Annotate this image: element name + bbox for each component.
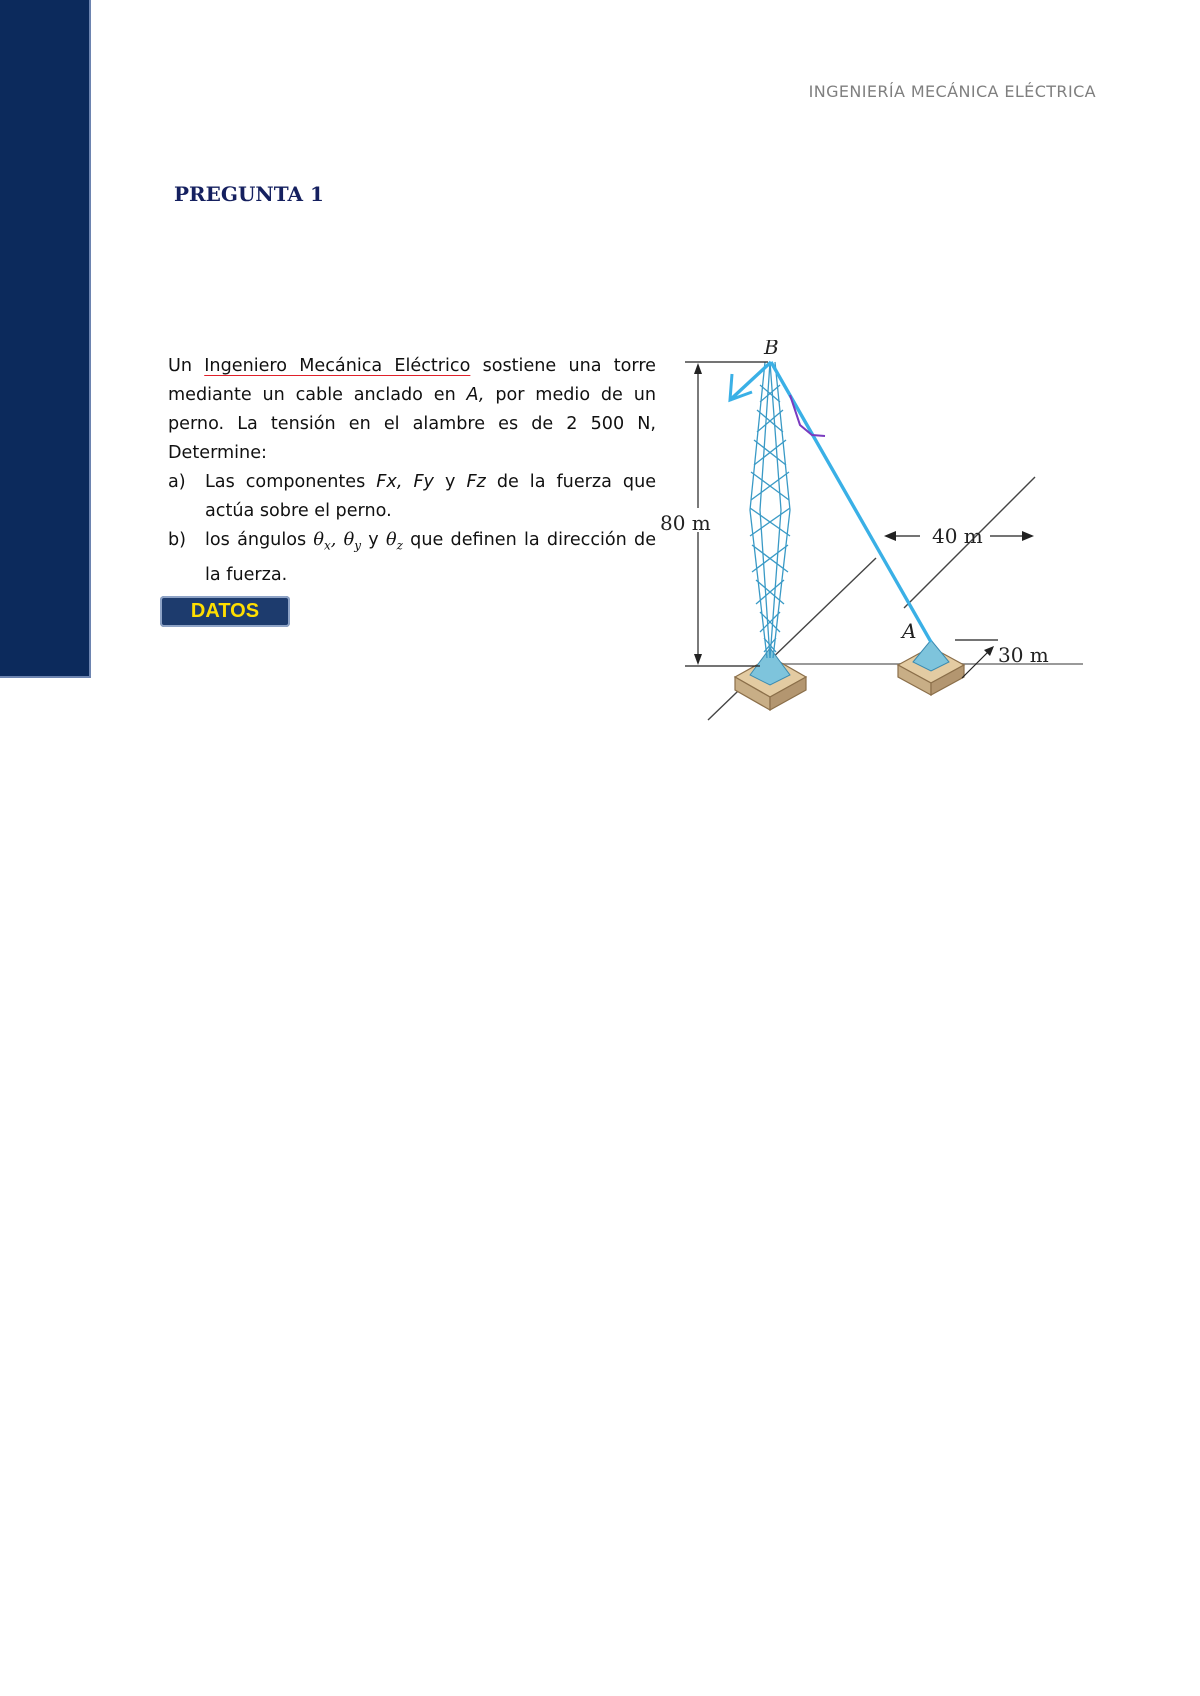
item-b-text1: los ángulos: [205, 530, 307, 550]
datos-button[interactable]: DATOS: [160, 596, 290, 627]
theta-z-sub: z: [396, 538, 403, 553]
intro-word: Un: [168, 356, 193, 376]
dim-40-arrow-right: [1022, 531, 1034, 541]
theta-x-sub: x: [324, 538, 331, 553]
intro-part1: sostiene una torre mediante un cable anclado en: [168, 356, 656, 405]
theta-x-symbol: θ: [313, 530, 324, 550]
item-b: [168, 526, 656, 590]
intro-point: A,: [466, 385, 485, 405]
theta-y: [343, 530, 362, 553]
dim-80-arrow-top: [694, 363, 702, 374]
item-a-text1: Las componentes: [205, 472, 366, 492]
item-a-y: y: [445, 472, 456, 492]
point-a-label: A: [902, 619, 917, 643]
problem-statement: [168, 352, 656, 590]
dim-width-label: 40 m: [932, 524, 983, 548]
item-a-fz: Fz: [466, 472, 486, 492]
intro-highlight: Ingeniero Mecánica Eléctrico: [204, 356, 471, 376]
side-color-bar: [0, 0, 91, 678]
theta-z-symbol: θ: [385, 530, 397, 550]
tower-cable-figure: [640, 340, 1100, 740]
theta-y-sub: y: [354, 538, 362, 553]
anchor-base: [898, 640, 964, 695]
figure-svg: [640, 340, 1100, 740]
item-b-text2: que definen la dirección de la fuerza.: [205, 530, 657, 585]
item-a-text: [205, 468, 656, 526]
dim-depth-label: 30 m: [998, 643, 1049, 667]
dim-40-arrow-left: [884, 531, 896, 541]
item-b-y: y: [368, 530, 379, 550]
theta-y-symbol: θ: [343, 530, 355, 550]
lattice-tower: [750, 362, 790, 658]
force-arrow-line: [730, 362, 771, 400]
question-title: PREGUNTA 1: [174, 182, 324, 206]
item-a-marker: a): [168, 472, 186, 492]
theta-x: $\theta_x$,: [313, 530, 337, 553]
cable-line: [771, 362, 931, 642]
intro-part2: por medio de un perno. La tensión en el alambre es de 2 500 N, Determine:: [168, 385, 656, 463]
item-b-marker: b): [168, 530, 187, 550]
item-a-text2: de la fuerza que actúa sobre el perno.: [205, 472, 657, 521]
dim-height-label: 80 m: [660, 511, 711, 535]
item-a-fx: Fx,: [376, 472, 403, 492]
point-b-label: B: [764, 340, 779, 359]
item-a-fy: Fy: [413, 472, 434, 492]
theta-z: [385, 530, 403, 553]
dim-80-arrow-bottom: [694, 654, 702, 665]
problem-intro: [168, 352, 656, 468]
item-a: [168, 468, 656, 526]
item-b-text: [205, 526, 656, 590]
page-header: INGENIERÍA MECÁNICA ELÉCTRICA: [808, 82, 1096, 101]
